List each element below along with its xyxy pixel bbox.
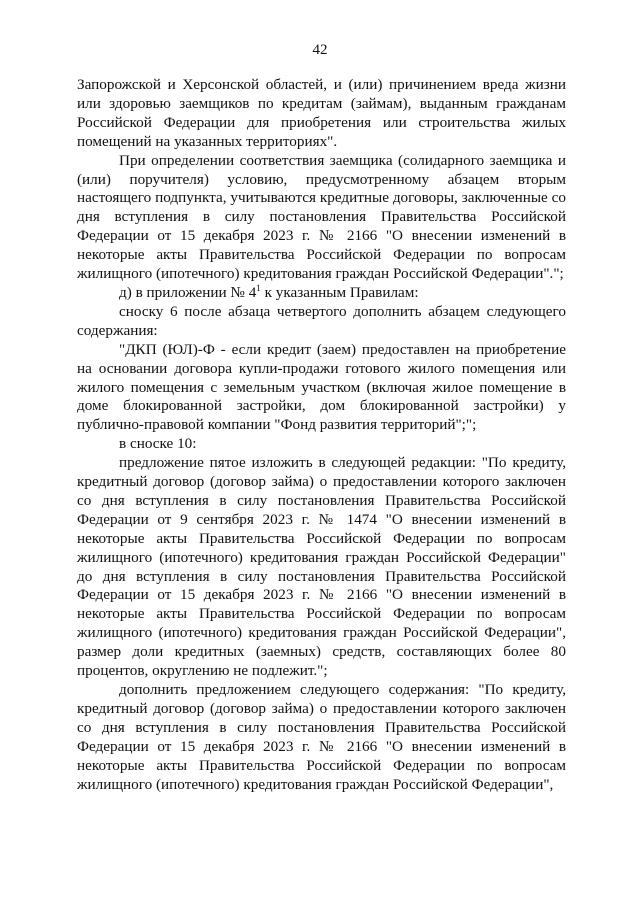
paragraph-sentence-five: предложение пятое изложить в следующей редакции: "По кредиту, кредитный договор (договор займа) о предоставлении которого заключен со дня вступления в силу постановления Правительства Российской Федерации от 9 сентября 2023 г. № 1474 "О внесении изменений в некоторые акты Правительства Российской Федерации по вопросам жилищного (ипотечного) кредитования граждан Российской Федерации" до дня вступления в силу постановления Правительства Российской Федерации от 15 декабря 2023 г. № 2166 "О внесении изменений в некоторые акты Правительства Российской Федерации по вопросам жилищного (ипотечного) кредитования граждан Российской Федерации", размер доли кредитных (заемных) средств, составляющих более 80 процентов, округлению не подлежит."; (77, 454, 566, 680)
paragraph-footnote-6: сноску 6 после абзаца четвертого дополнить абзацем следующего содержания: (77, 302, 566, 339)
page-number: 42 (312, 42, 328, 58)
paragraph-dkp-definition: "ДКП (ЮЛ)-Ф - если кредит (заем) предоставлен на приобретение на основании договора купли-продажи готового жилого помещения или жилого помещения с земельным участком (включая жилое помещение в доме блокированной застройки, дом блокированной застройки) у публично-правовой компании "Фонд развития территорий";"; (77, 340, 566, 434)
document-body (77, 76, 566, 794)
appendix-text-before: д) в приложении № 4 (119, 283, 257, 301)
paragraph-additional-sentence: дополнить предложением следующего содержания: "По кредиту, кредитный договор (договор займа) о предоставлении которого заключен со дня вступления в силу постановления Правительства Российской Федерации от 15 декабря 2023 г. № 2166 "О внесении изменений в некоторые акты Правительства Российской Федерации по вопросам жилищного (ипотечного) кредитования граждан Российской Федерации", (77, 681, 566, 793)
paragraph-appendix-4-1 (77, 284, 566, 303)
paragraph-footnote-10: в сноске 10: (119, 435, 197, 453)
appendix-superscript: 1 (256, 282, 261, 293)
appendix-text-after: к указанным Правилам: (260, 283, 419, 301)
paragraph-borrower-compliance: При определении соответствия заемщика (солидарного заемщика и (или) поручителя) условию, предусмотренному абзацем вторым настоящего подпункта, учитываются кредитные договоры, заключенные со дня вступления в силу постановления Правительства Российской Федерации от 15 декабря 2023 г. № 2166 "О внесении изменений в некоторые акты Правительства Российской Федерации по вопросам жилищного (ипотечного) кредитования граждан Российской Федерации"."; (77, 151, 566, 283)
paragraph-continuation: Запорожской и Херсонской областей, и (или) причинением вреда жизни или здоровью заемщиков по кредитам (займам), выданным гражданам Российской Федерации для приобретения или строительства жилых помещений на указанных территориях". (77, 76, 566, 150)
